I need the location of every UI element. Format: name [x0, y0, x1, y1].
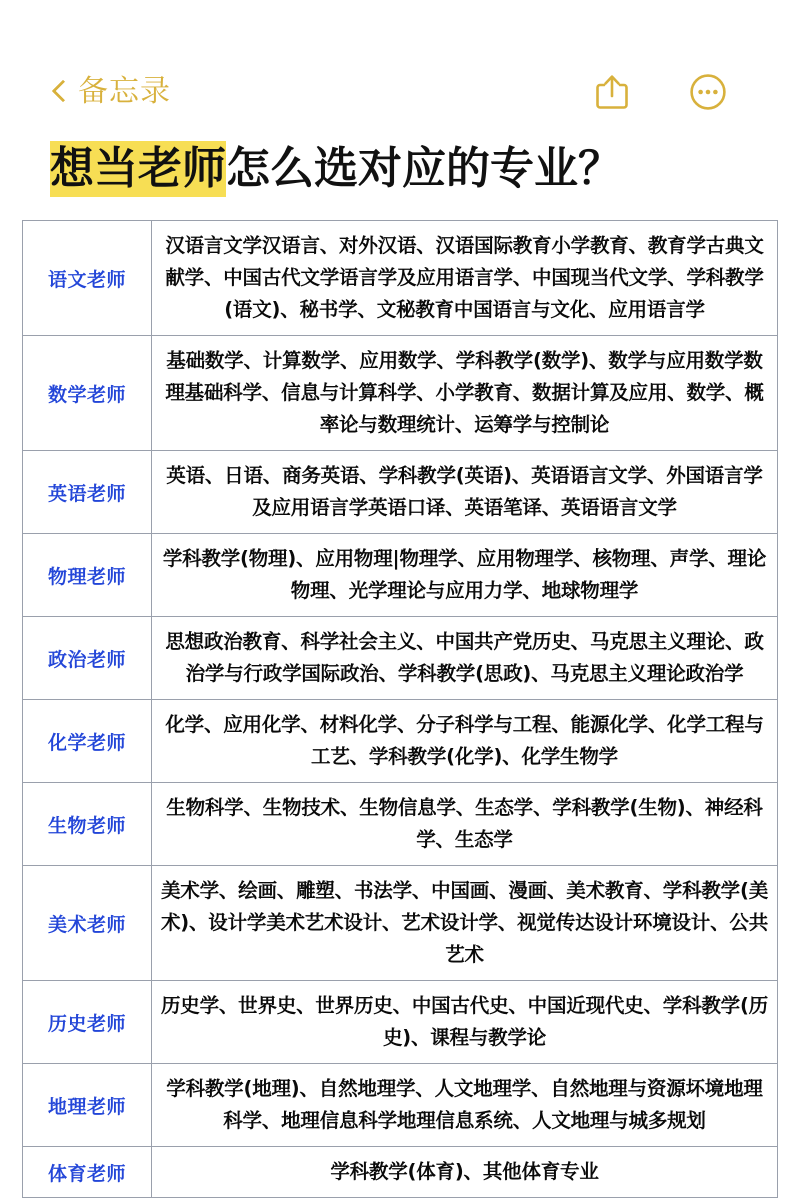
- majors-list: 学科教学(物理)、应用物理|物理学、应用物理学、核物理、声学、理论物理、光学理论与应用力学、地球物理学: [152, 534, 778, 617]
- subject-label: 体育老师: [23, 1147, 152, 1198]
- back-button[interactable]: [52, 77, 171, 107]
- majors-list: 生物科学、生物技术、生物信息学、生态学、学科教学(生物)、神经科学、生态学: [152, 783, 778, 866]
- majors-list: 美术学、绘画、雕塑、书法学、中国画、漫画、美术教育、学科教学(美术)、设计学美术艺术设计、艺术设计学、视觉传达设计环境设计、公共艺术: [152, 866, 778, 981]
- subject-label: 政治老师: [23, 617, 152, 700]
- share-icon: [595, 73, 629, 111]
- majors-list: 学科教学(地理)、自然地理学、人文地理学、自然地理与资源坏境地理科学、地理信息科学地理信息系统、人文地理与城多规划: [152, 1064, 778, 1147]
- table-row: [23, 451, 778, 534]
- subject-label: 英语老师: [23, 451, 152, 534]
- table-row: [23, 783, 778, 866]
- table-row: [23, 221, 778, 336]
- chevron-left-icon: [52, 78, 68, 106]
- table-row: [23, 866, 778, 981]
- more-options-button[interactable]: [686, 70, 730, 114]
- more-circle-icon: [689, 73, 727, 111]
- table-row: [23, 700, 778, 783]
- table-row: [23, 1064, 778, 1147]
- page-title-highlight: 想当老师: [50, 141, 226, 197]
- page-title: [0, 140, 800, 198]
- subject-label: 化学老师: [23, 700, 152, 783]
- table-row: [23, 534, 778, 617]
- table-row: [23, 336, 778, 451]
- majors-table: [22, 220, 778, 1198]
- table-row: [23, 617, 778, 700]
- top-navigation-bar: [0, 62, 800, 122]
- majors-list: 化学、应用化学、材料化学、分子科学与工程、能源化学、化学工程与工艺、学科教学(化学)、化学生物学: [152, 700, 778, 783]
- subject-label: 语文老师: [23, 221, 152, 336]
- subject-label: 美术老师: [23, 866, 152, 981]
- back-button-label: 备忘录: [78, 75, 171, 108]
- table-row: [23, 981, 778, 1064]
- majors-list: 思想政治教育、科学社会主义、中国共产党历史、马克思主义理论、政治学与行政学国际政治、学科教学(思政)、马克思主义理论政治学: [152, 617, 778, 700]
- table-row: [23, 1147, 778, 1198]
- majors-table-container: [22, 220, 778, 1198]
- subject-label: 历史老师: [23, 981, 152, 1064]
- subject-label: 地理老师: [23, 1064, 152, 1147]
- subject-label: 物理老师: [23, 534, 152, 617]
- share-button[interactable]: [590, 70, 634, 114]
- majors-list: 学科教学(体育)、其他体育专业: [152, 1147, 778, 1198]
- nav-actions: [590, 70, 730, 114]
- subject-label: 生物老师: [23, 783, 152, 866]
- majors-list: 汉语言文学汉语言、对外汉语、汉语国际教育小学教育、教育学古典文献学、中国古代文学语言学及应用语言学、中国现当代文学、学科教学(语文)、秘书学、文秘教育中国语言与文化、应用语言学: [152, 221, 778, 336]
- majors-list: 历史学、世界史、世界历史、中国古代史、中国近现代史、学科教学(历史)、课程与教学论: [152, 981, 778, 1064]
- page-title-rest: 怎么选对应的专业？: [226, 143, 622, 194]
- majors-table-body: [23, 221, 778, 1198]
- subject-label: 数学老师: [23, 336, 152, 451]
- majors-list: 英语、日语、商务英语、学科教学(英语)、英语语言文学、外国语言学及应用语言学英语口译、英语笔译、英语语言文学: [152, 451, 778, 534]
- majors-list: 基础数学、计算数学、应用数学、学科教学(数学)、数学与应用数学数理基础科学、信息与计算科学、小学教育、数据计算及应用、数学、概率论与数理统计、运筹学与控制论: [152, 336, 778, 451]
